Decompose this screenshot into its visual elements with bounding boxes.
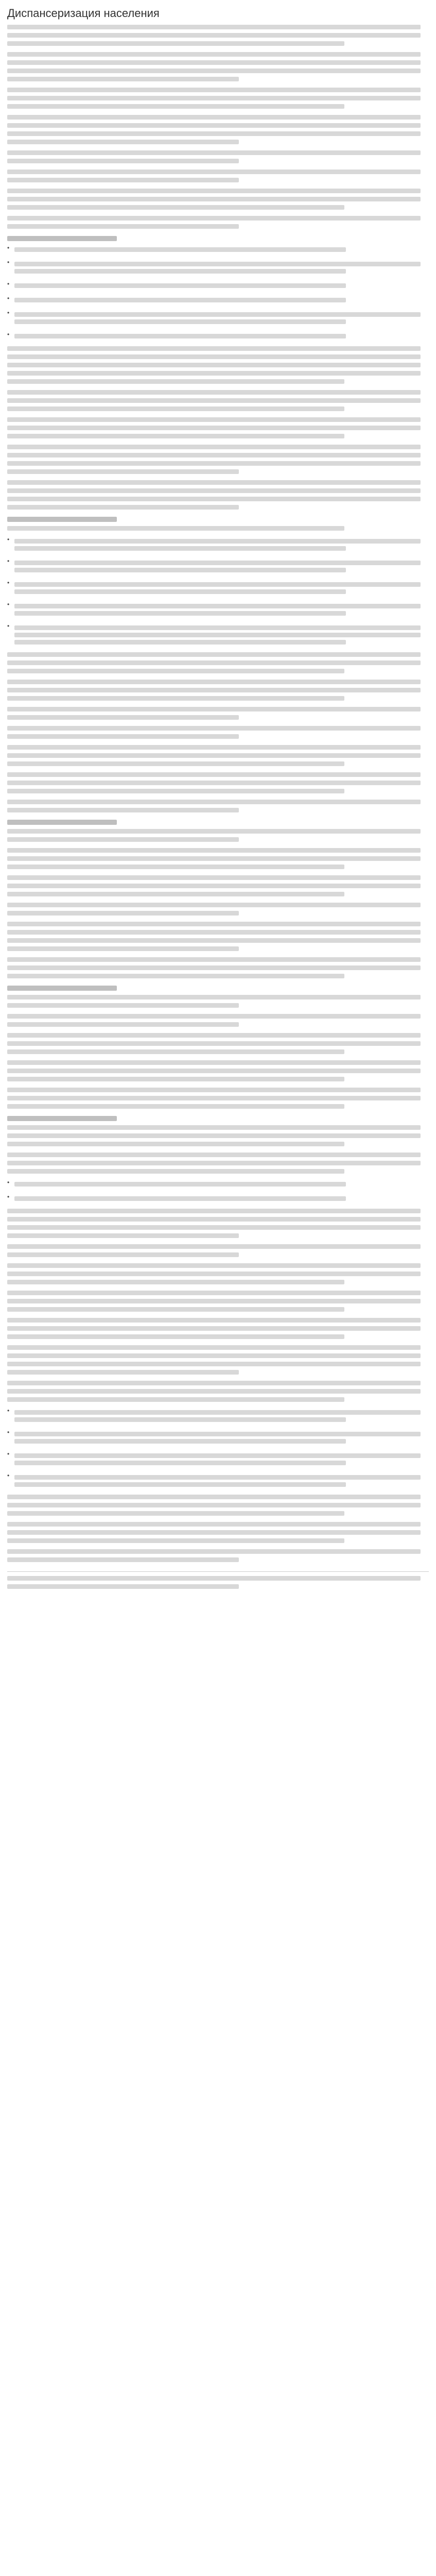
divider: [7, 1571, 429, 1572]
text-line-placeholder: [7, 1225, 421, 1230]
text-line-placeholder: [7, 1272, 421, 1276]
bullet-dot-icon: •: [7, 1193, 10, 1200]
text-line-placeholder: [7, 1557, 239, 1562]
list-item: [7, 245, 429, 255]
text-line-placeholder: [7, 104, 344, 109]
paragraph: [7, 1125, 429, 1146]
bullet-dot-icon: •: [7, 244, 10, 251]
paragraph: [7, 707, 429, 720]
paragraph: [7, 1549, 429, 1562]
text-line-placeholder: [7, 363, 421, 367]
text-line-placeholder: [7, 417, 421, 422]
text-line-placeholder: [7, 848, 421, 853]
paragraph: [7, 1318, 429, 1339]
text-line-placeholder: [14, 262, 421, 266]
text-line-placeholder: [7, 884, 421, 888]
text-line-placeholder: [7, 379, 344, 384]
paragraph: [7, 1088, 429, 1109]
text-line-placeholder: [14, 546, 346, 551]
text-line-placeholder: [7, 1584, 239, 1589]
bullet-dot-icon: •: [7, 1450, 10, 1458]
paragraph: [7, 1495, 429, 1516]
text-line-placeholder: [7, 1263, 421, 1268]
text-line-placeholder: [7, 1233, 239, 1238]
list-item: [7, 310, 429, 327]
text-line-placeholder: [7, 354, 421, 359]
text-line-placeholder: [7, 1389, 421, 1394]
text-line-placeholder: [7, 1244, 421, 1249]
text-line-placeholder: [7, 680, 421, 684]
paragraph: [7, 1033, 429, 1054]
text-line-placeholder: [7, 1252, 239, 1257]
text-line-placeholder: [7, 41, 344, 46]
paragraph: [7, 526, 429, 531]
text-line-placeholder: [14, 1461, 346, 1465]
text-line-placeholder: [7, 808, 239, 812]
text-line-placeholder: [7, 892, 344, 896]
text-line-placeholder: [7, 1077, 344, 1081]
paragraph: [7, 995, 429, 1008]
text-line-placeholder: [7, 1125, 421, 1130]
paragraph: [7, 115, 429, 144]
text-line-placeholder: [7, 371, 421, 376]
list-item: [7, 281, 429, 291]
text-line-placeholder: [7, 1549, 421, 1554]
text-line-placeholder: [14, 1182, 346, 1187]
text-line-placeholder: [7, 781, 421, 785]
section-heading-placeholder: [7, 1116, 117, 1121]
text-line-placeholder: [7, 60, 421, 65]
bullet-dot-icon: •: [7, 331, 10, 338]
paragraph: [7, 1263, 429, 1284]
text-line-placeholder: [7, 1495, 421, 1499]
bullet-dot-icon: •: [7, 579, 10, 586]
list-item: [7, 580, 429, 597]
text-line-placeholder: [14, 269, 346, 274]
list-item: [7, 602, 429, 618]
text-line-placeholder: [7, 406, 344, 411]
paragraph: [7, 390, 429, 411]
text-line-placeholder: [7, 33, 421, 38]
text-line-placeholder: [7, 1503, 421, 1507]
text-line-placeholder: [7, 77, 239, 81]
section-heading-placeholder: [7, 236, 117, 241]
text-line-placeholder: [7, 445, 421, 449]
text-line-placeholder: [7, 1003, 239, 1008]
text-line-placeholder: [7, 1307, 344, 1312]
text-line-placeholder: [7, 1334, 344, 1339]
paragraph: [7, 1522, 429, 1543]
text-line-placeholder: [7, 753, 421, 758]
paragraph: [7, 903, 429, 916]
text-line-placeholder: [7, 1041, 421, 1046]
paragraph: [7, 800, 429, 812]
text-line-placeholder: [7, 1033, 421, 1038]
text-line-placeholder: [7, 856, 421, 861]
bullet-dot-icon: •: [7, 622, 10, 630]
text-line-placeholder: [7, 398, 421, 403]
text-line-placeholder: [7, 88, 421, 92]
paragraph: [7, 1291, 429, 1312]
text-line-placeholder: [7, 178, 239, 182]
text-line-placeholder: [14, 1453, 421, 1458]
paragraph: [7, 170, 429, 182]
section-heading-placeholder: [7, 517, 117, 522]
text-line-placeholder: [7, 1326, 421, 1331]
paragraph: [7, 1244, 429, 1257]
text-line-placeholder: [7, 974, 344, 978]
list-item: [7, 1430, 429, 1446]
text-line-placeholder: [7, 426, 421, 430]
text-line-placeholder: [7, 1060, 421, 1065]
list-item: [7, 558, 429, 575]
paragraph: [7, 957, 429, 978]
text-line-placeholder: [7, 1397, 344, 1402]
paragraph: [7, 745, 429, 766]
text-line-placeholder: [7, 1022, 239, 1027]
text-line-placeholder: [7, 726, 421, 731]
text-line-placeholder: [7, 1362, 421, 1366]
bullet-dot-icon: •: [7, 1472, 10, 1479]
text-line-placeholder: [7, 1280, 344, 1284]
text-line-placeholder: [14, 1432, 421, 1436]
text-line-placeholder: [14, 1410, 421, 1415]
text-line-placeholder: [14, 561, 421, 565]
list-item: [7, 1180, 429, 1189]
bullet-dot-icon: •: [7, 1407, 10, 1414]
text-line-placeholder: [7, 469, 239, 474]
paragraph: [7, 875, 429, 896]
text-line-placeholder: [7, 1318, 421, 1323]
text-line-placeholder: [7, 1014, 421, 1019]
text-line-placeholder: [14, 1417, 346, 1422]
text-line-placeholder: [7, 1096, 421, 1100]
bullet-dot-icon: •: [7, 295, 10, 302]
text-line-placeholder: [7, 696, 344, 701]
text-line-placeholder: [7, 837, 239, 842]
list-item: [7, 1473, 429, 1489]
text-line-placeholder: [7, 123, 421, 128]
paragraph: [7, 829, 429, 842]
section-heading-placeholder: [7, 820, 117, 825]
text-line-placeholder: [14, 539, 421, 544]
text-line-placeholder: [14, 640, 346, 645]
bullet-dot-icon: •: [7, 309, 10, 316]
text-line-placeholder: [7, 480, 421, 485]
text-line-placeholder: [7, 995, 421, 999]
text-line-placeholder: [7, 789, 344, 793]
bullet-dot-icon: •: [7, 1429, 10, 1436]
text-line-placeholder: [14, 312, 421, 317]
article-body: [7, 25, 429, 1589]
text-line-placeholder: [7, 660, 421, 665]
text-line-placeholder: [14, 1475, 421, 1480]
paragraph: [7, 52, 429, 81]
paragraph: [7, 1014, 429, 1027]
text-line-placeholder: [7, 1142, 344, 1146]
text-line-placeholder: [14, 568, 346, 572]
text-line-placeholder: [14, 319, 346, 324]
text-line-placeholder: [14, 283, 346, 288]
text-line-placeholder: [7, 938, 421, 943]
text-line-placeholder: [7, 946, 239, 951]
text-line-placeholder: [7, 865, 344, 869]
text-line-placeholder: [14, 633, 421, 637]
paragraph: [7, 445, 429, 474]
text-line-placeholder: [7, 875, 421, 880]
text-line-placeholder: [7, 115, 421, 120]
text-line-placeholder: [7, 1291, 421, 1295]
text-line-placeholder: [14, 298, 346, 302]
list-item: [7, 623, 429, 647]
list-item: [7, 260, 429, 276]
text-line-placeholder: [7, 715, 239, 720]
text-line-placeholder: [7, 224, 239, 229]
text-line-placeholder: [7, 505, 239, 510]
bullet-dot-icon: •: [7, 536, 10, 543]
text-line-placeholder: [7, 1353, 421, 1358]
list-item: [7, 1194, 429, 1204]
paragraph: [7, 1345, 429, 1375]
paragraph: [7, 1153, 429, 1174]
text-line-placeholder: [7, 922, 421, 926]
list-item: [7, 332, 429, 341]
section-heading-placeholder: [7, 986, 117, 991]
page-title: Диспансеризация населения: [7, 7, 160, 20]
bullet-dot-icon: •: [7, 259, 10, 266]
text-line-placeholder: [7, 131, 421, 136]
text-line-placeholder: [7, 1104, 344, 1109]
text-line-placeholder: [7, 197, 421, 201]
text-line-placeholder: [7, 170, 421, 174]
paragraph: [7, 772, 429, 793]
text-line-placeholder: [7, 761, 344, 766]
text-line-placeholder: [7, 25, 421, 29]
text-line-placeholder: [7, 159, 239, 163]
text-line-placeholder: [7, 488, 421, 493]
text-line-placeholder: [7, 1511, 344, 1516]
text-line-placeholder: [7, 1345, 421, 1350]
text-line-placeholder: [7, 1522, 421, 1527]
list-item: [7, 296, 429, 305]
text-line-placeholder: [7, 96, 421, 100]
text-line-placeholder: [7, 707, 421, 711]
text-line-placeholder: [7, 911, 239, 916]
text-line-placeholder: [7, 1153, 421, 1157]
text-line-placeholder: [7, 189, 421, 193]
text-line-placeholder: [14, 247, 346, 252]
text-line-placeholder: [7, 652, 421, 657]
paragraph: [7, 417, 429, 438]
paragraph: [7, 1060, 429, 1081]
list-item: [7, 1451, 429, 1468]
text-line-placeholder: [7, 829, 421, 834]
text-line-placeholder: [7, 205, 344, 210]
text-line-placeholder: [7, 1299, 421, 1303]
paragraph: [7, 480, 429, 510]
text-line-placeholder: [7, 669, 344, 673]
text-line-placeholder: [7, 216, 421, 221]
text-line-placeholder: [14, 625, 421, 630]
text-line-placeholder: [7, 965, 421, 970]
text-line-placeholder: [7, 930, 421, 935]
text-line-placeholder: [7, 1169, 344, 1174]
text-line-placeholder: [7, 461, 421, 466]
paragraph: [7, 1381, 429, 1402]
text-line-placeholder: [7, 1209, 421, 1213]
text-line-placeholder: [14, 604, 421, 608]
paragraph: [7, 216, 429, 229]
text-line-placeholder: [7, 497, 421, 501]
text-line-placeholder: [14, 611, 346, 616]
text-line-placeholder: [7, 1069, 421, 1073]
text-line-placeholder: [14, 589, 346, 594]
text-line-placeholder: [7, 1161, 421, 1165]
text-line-placeholder: [7, 434, 344, 438]
paragraph: [7, 150, 429, 163]
text-line-placeholder: [7, 1088, 421, 1092]
paragraph: [7, 88, 429, 109]
text-line-placeholder: [7, 800, 421, 804]
text-line-placeholder: [7, 52, 421, 57]
paragraph: [7, 25, 429, 46]
list-item: [7, 1408, 429, 1425]
text-line-placeholder: [14, 1196, 346, 1201]
bullet-dot-icon: •: [7, 1179, 10, 1186]
text-line-placeholder: [7, 1530, 421, 1535]
text-line-placeholder: [7, 1133, 421, 1138]
paragraph: [7, 922, 429, 951]
text-line-placeholder: [7, 1370, 239, 1375]
paragraph: [7, 1576, 429, 1589]
text-line-placeholder: [7, 346, 421, 351]
text-line-placeholder: [7, 745, 421, 750]
paragraph: [7, 1209, 429, 1238]
text-line-placeholder: [7, 1381, 421, 1385]
text-line-placeholder: [7, 526, 344, 531]
text-line-placeholder: [7, 69, 421, 73]
text-line-placeholder: [7, 1576, 421, 1581]
text-line-placeholder: [7, 1217, 421, 1222]
text-line-placeholder: [14, 334, 346, 338]
paragraph: [7, 652, 429, 673]
text-line-placeholder: [7, 957, 421, 962]
text-line-placeholder: [14, 1482, 346, 1487]
text-line-placeholder: [7, 1538, 344, 1543]
list-item: [7, 537, 429, 553]
paragraph: [7, 346, 429, 384]
text-line-placeholder: [7, 688, 421, 692]
text-line-placeholder: [7, 150, 421, 155]
text-line-placeholder: [7, 1049, 344, 1054]
text-line-placeholder: [7, 734, 239, 739]
bullet-dot-icon: •: [7, 280, 10, 287]
bullet-dot-icon: •: [7, 601, 10, 608]
paragraph: [7, 848, 429, 869]
bullet-dot-icon: •: [7, 557, 10, 565]
text-line-placeholder: [7, 390, 421, 395]
text-line-placeholder: [7, 903, 421, 907]
text-line-placeholder: [7, 453, 421, 457]
text-line-placeholder: [14, 582, 421, 587]
text-line-placeholder: [14, 1439, 346, 1444]
text-line-placeholder: [7, 772, 421, 777]
paragraph: [7, 680, 429, 701]
text-line-placeholder: [7, 140, 239, 144]
paragraph: [7, 189, 429, 210]
paragraph: [7, 726, 429, 739]
